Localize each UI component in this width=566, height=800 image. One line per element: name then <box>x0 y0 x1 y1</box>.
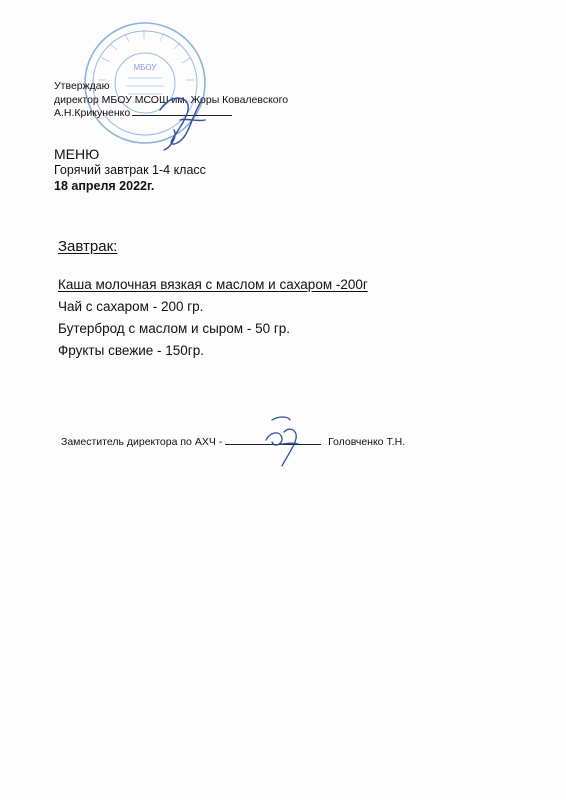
list-item: Каша молочная вязкая с маслом и сахаром -200г <box>58 277 368 292</box>
footer-signature-line <box>61 436 405 448</box>
stamp-center-text: МБОУ <box>133 63 157 72</box>
meal-items-list <box>58 274 368 362</box>
deputy-signature-icon <box>258 414 304 468</box>
approval-director-line: директор МБОУ МСОШ им. Жоры Ковалевского <box>54 93 289 106</box>
menu-date: 18 апреля 2022г. <box>54 179 155 193</box>
approval-title: Утверждаю <box>54 80 110 92</box>
menu-title: МЕНЮ <box>54 146 100 162</box>
meal-label: Завтрак: <box>58 238 118 255</box>
menu-heading <box>54 146 206 194</box>
meal-section-label <box>58 238 117 255</box>
deputy-position: Заместитель директора по АХЧ - <box>61 436 223 448</box>
list-item: Бутерброд с маслом и сыром - 50 гр. <box>58 321 291 336</box>
list-item: Фрукты свежие - 150гр. <box>58 343 204 358</box>
approval-director-name: А.Н.Крикуненко <box>54 107 131 119</box>
deputy-name: Головченко Т.Н. <box>328 436 406 448</box>
director-signature-icon <box>150 90 210 152</box>
menu-subtitle: Горячий завтрак 1-4 класс <box>54 163 206 177</box>
list-item: Чай с сахаром - 200 гр. <box>58 299 204 314</box>
